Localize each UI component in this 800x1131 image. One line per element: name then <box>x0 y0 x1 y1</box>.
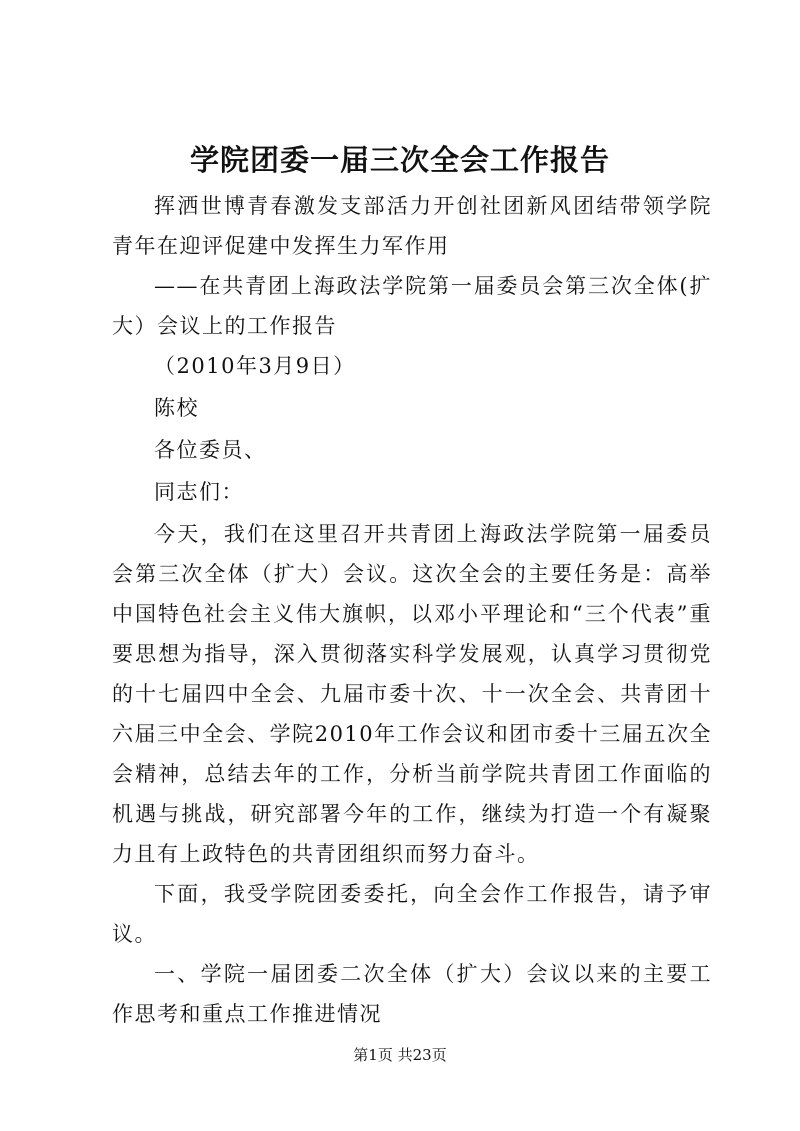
subtitle-paragraph: 挥洒世博青春激发支部活力开创社团新风团结带领学院青年在迎评促建中发挥生力军作用 <box>112 194 712 258</box>
body-paragraph: 今天，我们在这里召开共青团上海政法学院第一届委员会第三次全体（扩大）会议。这次全会的主要任务是：高举中国特色社会主义伟大旗帜，以邓小平理论和“三个代表”重要思想为指导，深入贯彻落实科学发展观，认真学习贯彻党的十七届四中全会、九届市委十次、十一次全会、共青团十六届三中全会、学院2010年工作会议和团市委十三届五次全会精神，总结去年的工作，分析当前学院共青团工作面临的机遇与挑战，研究部署今年的工作，继续为打造一个有凝聚力且有上政特色的共青团组织而努力奋斗。 <box>112 522 712 866</box>
meeting-subtitle-paragraph: ——在共青团上海政法学院第一届委员会第三次全体(扩大）会议上的工作报告 <box>112 274 712 338</box>
page-footer: 第1页 共23页 <box>353 1046 447 1064</box>
document-title: 学院团委一届三次全会工作报告 <box>189 143 610 177</box>
salutation-line: 各位委员、 <box>154 438 267 462</box>
salutation-line: 陈校 <box>154 396 199 420</box>
document-body <box>112 186 712 1034</box>
body-paragraph: 下面，我受学院团委委托，向全会作工作报告，请予审议。 <box>112 882 712 946</box>
section-heading: 一、学院一届团委二次全体（扩大）会议以来的主要工作思考和重点工作推进情况 <box>112 962 712 1026</box>
date-line: （2010年3月9日） <box>154 354 356 378</box>
salutation-line: 同志们： <box>154 480 244 504</box>
